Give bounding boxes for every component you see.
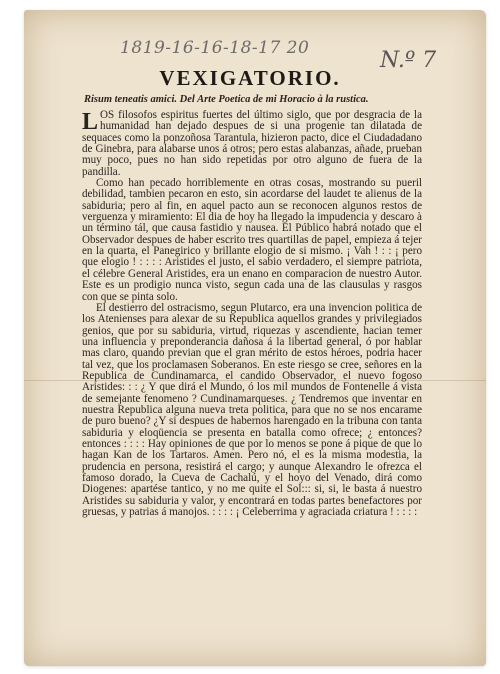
- paragraph-1: [82, 110, 422, 178]
- paragraph-1-text: OS filosofos espiritus fuertes del último siglo, que por desgracia de la humanidad han dejado despues de si una progenie tan dilatada de sequaces como la ponzoñosa Tarantula, hizieron pacto, dice el Ciudadadano de Ginebra, para alabarse unos á otros; pero estas alabanzas, añade, prueban muy poco, pues no han sido repetidas por otro alguno de fuera de la pandilla.: [82, 109, 422, 178]
- document-title: VEXIGATORIO.: [159, 66, 341, 90]
- drop-cap: L: [82, 109, 99, 135]
- article-body: [82, 110, 422, 518]
- paragraph-3: El destierro del ostracismo, segun Plutarco, era una invencion politica de los Atenienses para alexar de su Republica aquellos grandes y privilegiados genios, que por su sabiduria, virtud, riquezas y ascendiente, hacian temer una influencia y preponderancia dañosa á la libertad general, ó por hablar mas claro, quando previan que el gran mérito de estos héroes, podria hacer tal vez, que los proclamasen Soberanos. En este riesgo se cree, señores en la Republica de Cundinamarca, el candido Observador, el nuevo fogoso Aristides: : : ¿ Y que dirá el Mundo, ó los mil mundos de Fontenelle á vista de semejante fenomeno ? Cundinamarqueses. ¿ Tendremos que inventar en nuestra Republica alguna nueva treta politica, para que no se nos encarame de puro bueno? ¿Y si despues de habernos harengado en la tribuna con tanta sabiduria y eloqüencia se presenta en batalla como ofrece; ¿ entonces? entonces : : : : Hay opiniones de que por lo menos se pone á pique de que lo hagan Kan de los Tartaros. Amen. Pero nó, el es la misma modestia, la prudencia en persona, resistirá el cargo; y aunque Alexandro le ofrezca el famoso dorado, la Cueva de Cachalú, y el hoyo del Venado, dirá como Diogenes: apartése tantico, y no me quite el Sol::: si, si, le basta á nuestro Aristides su sabiduria y valor, y encontrará en todas partes benefactores por gruesas, y patrias á manojos. : : : : ¡ Celeberrima y agraciada criatura ! : : : :: [82, 301, 422, 519]
- epigraph: Risum teneatis amici. Del Arte Poetica de mi Horacio à la rustica.: [84, 94, 369, 105]
- paragraph-2: Como han pecado horriblemente en otras cosas, mostrando su pueril debilidad, tambien pecaron en esto, sin acordarse del laudet te alienus de la sabiduria; pero al fin, en aquel pacto aun se reconocen algunos restos de verguenza y miramiento: El dia de hoy ha llegado la impudencia y descaro à un término tál, que causa fastidio y nausea. El Público habrá notado que el Observador despues de haber escrito tres quartillas de papel, empieza á tejer en la quarta, el Panegirico y brillante elogio de si mismo. ¡ Vah ! : : ¡ pero que elogio ! : : : : Aristides el justo, el sabio verdadero, el siempre patriota, el célebre General Aristides, era un enano en comparacion de nuestro Autor. Este es un prodigio nunca visto, segun cada una de las clausulas y rasgos con que se pinta solo.: [82, 177, 422, 303]
- handwritten-issue-number: N.º 7: [380, 48, 437, 73]
- handwritten-dates: 1819-16-16-18-17 20: [120, 38, 310, 58]
